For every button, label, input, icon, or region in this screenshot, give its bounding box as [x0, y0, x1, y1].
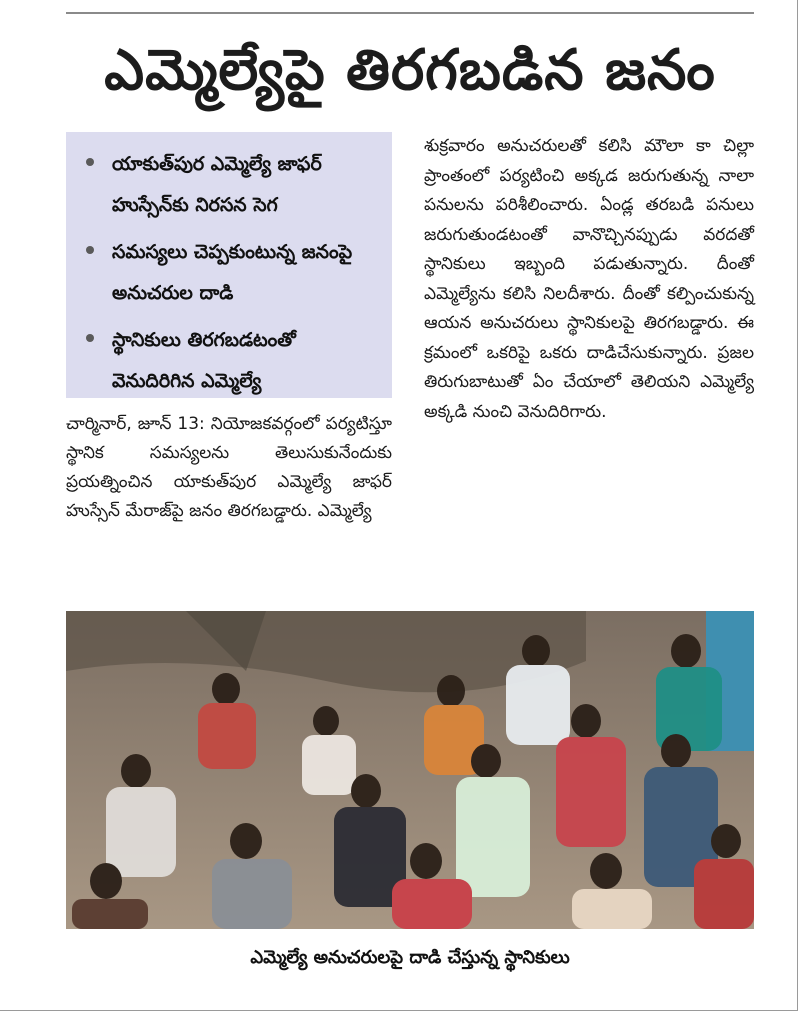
highlights-box — [66, 132, 392, 398]
article-text-left: చార్మినార్, జూన్ 13: నియోజకవర్గంలో పర్యటిస్తూ స్థానిక సమస్యలను తెలుసుకునేందుకు ప్రయత్నించిన యాకుత్‌పుర ఎమ్మెల్యే జాఫర్ హుస్సేన్ మేరాజ్‌పై జనం తిరగబడ్డారు. ఎమ్మెల్యే — [66, 414, 392, 521]
news-photo — [66, 611, 754, 929]
highlight-item — [86, 320, 382, 402]
highlight-item — [86, 232, 382, 314]
photo-caption: ఎమ్మెల్యే అనుచరులపై దాడి చేస్తున్న స్థానికులు — [250, 947, 570, 968]
bullet-icon — [86, 246, 102, 254]
article-text-right: శుక్రవారం అనుచరులతో కలిసి మౌలా కా చిల్లా ప్రాంతంలో పర్యటించి అక్కడ జరుగుతున్న నాలా పనులను పరిశీలించారు. ఏండ్ల తరబడి పనులు జరుగుతుండటంతో వానొచ్చినప్పుడు వరదతో స్థానికులు ఇబ్బంది పడుతున్నారు. దీంతో ఎమ్మెల్యేను కలిసి నిలదీశారు. దీంతో కల్పించుకున్న ఆయన అనుచరులు స్థానికులపై తిరగబడ్డారు. ఈ క్రమంలో ఒకరిపై ఒకరు దాడిచేసుకున్నారు. ప్రజల తిరుగుబాటుతో ఏం చేయాలో తెలియని ఎమ్మెల్యే అక్కడి నుంచి వెనుదిరిగారు. — [424, 136, 754, 422]
highlight-text: స్థానికులు తిరగబడటంతో వెనుదిరిగిన ఎమ్మెల్యే — [112, 329, 296, 392]
article-column-right — [424, 132, 754, 427]
headline: ఎమ్మెల్యేపై తిరగబడిన జనం — [104, 38, 716, 103]
bullet-icon — [86, 158, 102, 166]
article-column-left — [66, 410, 392, 526]
crowd-photo-illustration — [66, 611, 754, 929]
bullet-icon — [86, 334, 102, 342]
highlight-item — [86, 144, 382, 226]
highlight-text: యాకుత్‌పుర ఎమ్మెల్యే జాఫర్ హుస్సేన్‌కు నిరసన సెగ — [112, 153, 322, 216]
top-rule — [66, 12, 754, 14]
highlight-text: సమస్యలు చెప్పకుంటున్న జనంపై అనుచరుల దాడి — [112, 241, 353, 304]
